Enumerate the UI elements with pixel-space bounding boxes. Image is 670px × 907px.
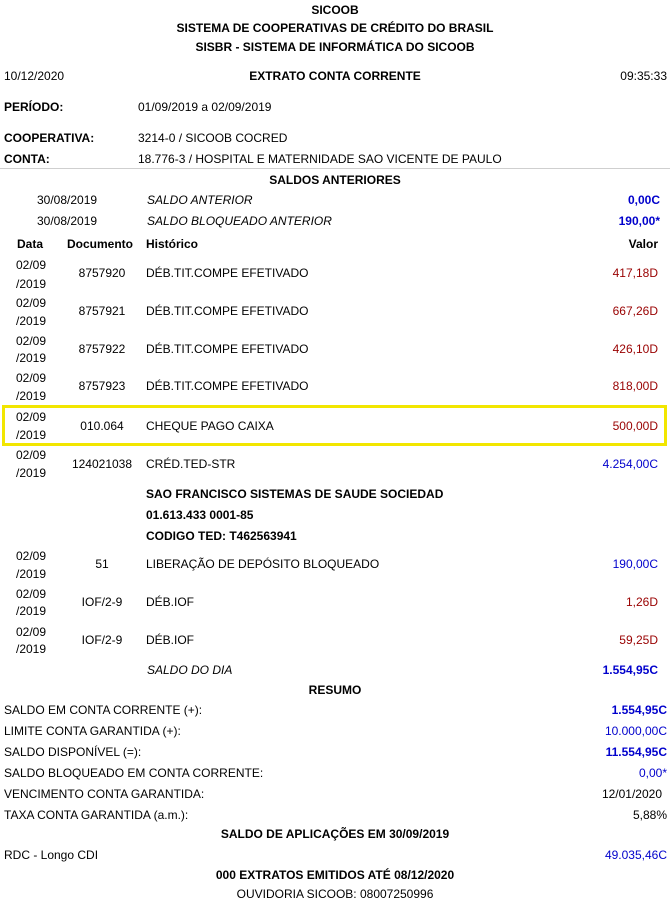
row-date-day: 02/09 <box>16 296 47 310</box>
header-sistema: SISTEMA DE COOPERATIVAS DE CRÉDITO DO BRASIL <box>176 21 494 35</box>
periodo-label: PERÍODO: <box>4 100 64 114</box>
resumo-value: 0,00* <box>638 766 667 780</box>
resumo-label: SALDO BLOQUEADO EM CONTA CORRENTE: <box>4 766 264 780</box>
aplicacoes-title: SALDO DE APLICAÇÕES EM 30/09/2019 <box>220 827 450 841</box>
resumo-label: VENCIMENTO CONTA GARANTIDA: <box>4 787 205 801</box>
col-header-documento: Documento <box>67 237 133 251</box>
resumo-label: LIMITE CONTA GARANTIDA (+): <box>4 724 181 738</box>
row-historico: DÉB.TIT.COMPE EFETIVADO <box>146 342 309 356</box>
row-valor: 59,25D <box>619 633 658 647</box>
ted-sender-cnpj: 01.613.433 0001-85 <box>146 508 254 522</box>
row-valor: 818,00D <box>612 379 658 393</box>
ted-sender-name: SAO FRANCISCO SISTEMAS DE SAUDE SOCIEDAD <box>146 487 444 501</box>
row-date-year: /2019 <box>16 277 47 291</box>
row-documento: 010.064 <box>80 419 124 433</box>
row-documento: IOF/2-9 <box>81 595 123 609</box>
resumo-value: 10.000,00C <box>604 724 667 738</box>
periodo-value: 01/09/2019 a 02/09/2019 <box>138 100 272 114</box>
conta-value: 18.776-3 / HOSPITAL E MATERNIDADE SAO VICENTE DE PAULO <box>138 152 502 166</box>
row-documento: 51 <box>95 557 109 571</box>
row-documento: 8757920 <box>78 266 126 280</box>
col-header-data: Data <box>17 237 44 251</box>
row-valor: 190,00C <box>612 557 658 571</box>
saldo-dia-label: SALDO DO DIA <box>147 663 233 677</box>
row-date-year: /2019 <box>16 466 47 480</box>
ted-codigo: CODIGO TED: T462563941 <box>146 529 297 543</box>
aplicacao-label: RDC - Longo CDI <box>4 848 99 862</box>
resumo-value: 12/01/2020 <box>601 787 662 801</box>
row-valor: 426,10D <box>612 342 658 356</box>
cooperativa-label: COOPERATIVA: <box>4 131 95 145</box>
saldo-bloqueado-anterior-value: 190,00* <box>618 214 660 228</box>
saldo-bloqueado-anterior-desc: SALDO BLOQUEADO ANTERIOR <box>147 214 332 228</box>
row-historico: CHEQUE PAGO CAIXA <box>146 419 274 433</box>
resumo-label: SALDO DISPONÍVEL (=): <box>4 745 142 759</box>
row-date-day: 02/09 <box>16 410 47 424</box>
row-historico: DÉB.TIT.COMPE EFETIVADO <box>146 379 309 393</box>
row-date-year: /2019 <box>16 567 47 581</box>
row-valor: 500,00D <box>612 419 658 433</box>
row-date-day: 02/09 <box>16 334 47 348</box>
saldo-dia-value: 1.554,95C <box>602 663 658 677</box>
row-date-day: 02/09 <box>16 625 47 639</box>
emission-date: 10/12/2020 <box>4 69 65 83</box>
row-historico: DÉB.IOF <box>146 595 195 609</box>
row-date-day: 02/09 <box>16 587 47 601</box>
ouvidoria: OUVIDORIA SICOOB: 08007250996 <box>236 887 434 901</box>
row-date-day: 02/09 <box>16 258 47 272</box>
resumo-value: 5,88% <box>632 808 667 822</box>
row-date-day: 02/09 <box>16 448 47 462</box>
row-documento: IOF/2-9 <box>81 633 123 647</box>
resumo-title: RESUMO <box>308 683 362 697</box>
conta-label: CONTA: <box>4 152 50 166</box>
row-historico: CRÉD.TED-STR <box>146 457 236 471</box>
row-historico: DÉB.IOF <box>146 633 195 647</box>
row-valor: 4.254,00C <box>602 457 658 471</box>
row-documento: 8757922 <box>78 342 126 356</box>
row-date-year: /2019 <box>16 604 47 618</box>
resumo-value: 1.554,95C <box>611 703 667 717</box>
row-date-year: /2019 <box>16 642 47 656</box>
row-valor: 417,18D <box>612 266 658 280</box>
row-valor: 667,26D <box>612 304 658 318</box>
aplicacao-value: 49.035,46C <box>604 848 667 862</box>
row-documento: 124021038 <box>71 457 133 471</box>
resumo-value: 11.554,95C <box>605 745 667 759</box>
emission-time: 09:35:33 <box>620 69 667 83</box>
header-sicoob: SICOOB <box>311 3 359 17</box>
resumo-label: TAXA CONTA GARANTIDA (a.m.): <box>4 808 189 822</box>
divider <box>0 168 670 169</box>
row-historico: DÉB.TIT.COMPE EFETIVADO <box>146 304 309 318</box>
col-header-valor: Valor <box>628 237 658 251</box>
saldo-anterior-value: 0,00C <box>627 193 660 207</box>
row-historico: LIBERAÇÃO DE DEPÓSITO BLOQUEADO <box>146 557 380 571</box>
row-date-year: /2019 <box>16 389 47 403</box>
col-header-historico: Histórico <box>146 237 199 251</box>
page-title: EXTRATO CONTA CORRENTE <box>249 69 421 83</box>
row-documento: 8757921 <box>78 304 126 318</box>
row-historico: DÉB.TIT.COMPE EFETIVADO <box>146 266 309 280</box>
row-date-year: /2019 <box>16 351 47 365</box>
cooperativa-value: 3214-0 / SICOOB COCRED <box>138 131 288 145</box>
header-sisbr: SISBR - SISTEMA DE INFORMÁTICA DO SICOOB <box>195 40 475 54</box>
saldo-anterior-desc: SALDO ANTERIOR <box>147 193 253 207</box>
row-date-year: /2019 <box>16 428 47 442</box>
row-date-day: 02/09 <box>16 371 47 385</box>
row-documento: 8757923 <box>78 379 126 393</box>
row-valor: 1,26D <box>625 595 658 609</box>
saldo-bloqueado-anterior-date: 30/08/2019 <box>37 214 98 228</box>
resumo-label: SALDO EM CONTA CORRENTE (+): <box>4 703 203 717</box>
saldo-anterior-date: 30/08/2019 <box>37 193 98 207</box>
extratos-emitidos: 000 EXTRATOS EMITIDOS ATÉ 08/12/2020 <box>215 868 455 882</box>
row-date-year: /2019 <box>16 314 47 328</box>
saldos-anteriores-title: SALDOS ANTERIORES <box>269 173 401 187</box>
row-date-day: 02/09 <box>16 549 47 563</box>
